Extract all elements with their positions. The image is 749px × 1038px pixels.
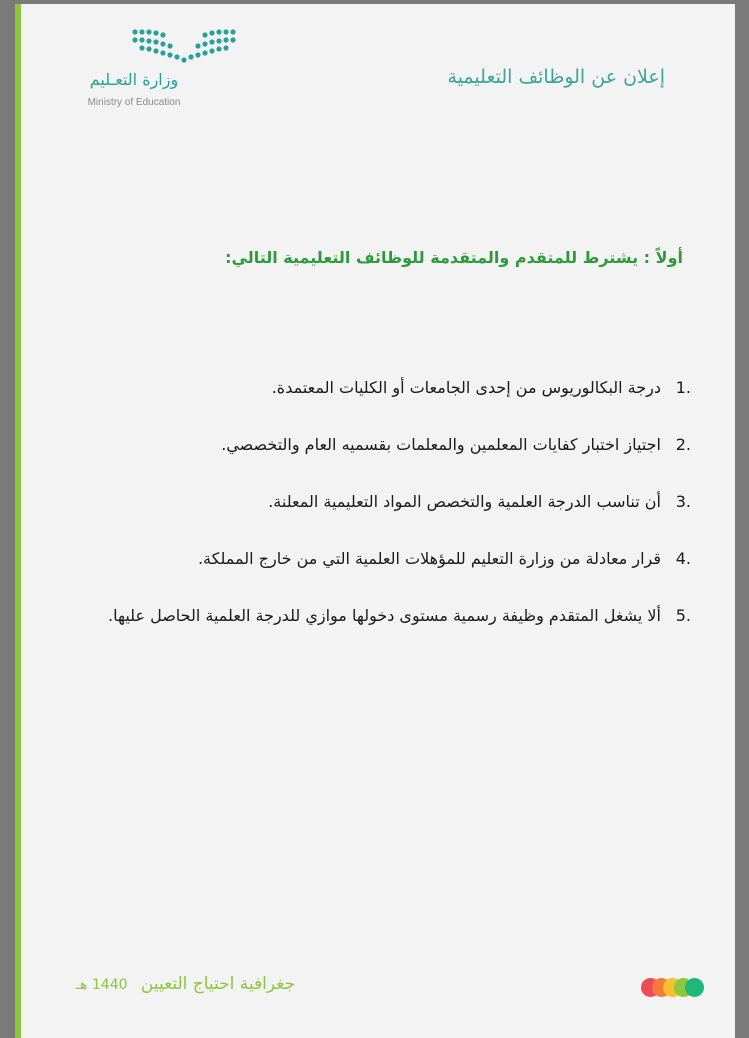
requirements-list (91, 359, 691, 644)
list-item (91, 359, 691, 416)
footer-title: جغرافية احتياج التعيين (140, 974, 295, 994)
list-item-number: 5. (675, 606, 691, 625)
footer-year: 1440 هـ (75, 977, 128, 993)
footer-color-dots (641, 978, 711, 998)
logo-arabic-text: وزارة التعـليم (89, 70, 179, 89)
list-item-number: 2. (675, 435, 691, 454)
footer-caption (76, 974, 295, 994)
list-item-text: أن تناسب الدرجة العلمية والتخصص المواد التعليمية المعلنة. (268, 492, 661, 511)
list-item-text: اجتياز اختبار كفايات المعلمين والمعلمات بقسميه العام والتخصصي. (221, 435, 661, 454)
color-dot (685, 978, 704, 997)
list-item (91, 530, 691, 587)
section-heading: أولاً : يشترط للمتقدم والمتقدمة للوظائف التعليمية التالي: (225, 248, 683, 267)
list-item-number: 4. (675, 549, 691, 568)
list-item-text: قرار معادلة من وزارة التعليم للمؤهلات العلمية التي من خارج المملكة. (197, 549, 661, 568)
list-item-number: 3. (675, 492, 691, 511)
list-item (91, 416, 691, 473)
ministry-logo-icon (129, 26, 239, 66)
list-item (91, 473, 691, 530)
document-page (15, 4, 735, 1038)
list-item (91, 587, 691, 644)
page-title: إعلان عن الوظائف التعليمية (447, 66, 665, 88)
ministry-logo (79, 24, 199, 114)
list-item-text: درجة البكالوريوس من إحدى الجامعات أو الكليات المعتمدة. (271, 378, 661, 397)
list-item-text: ألا يشغل المتقدم وظيفة رسمية مستوى دخولها موازي للدرجة العلمية الحاصل عليها. (107, 606, 661, 625)
list-item-number: 1. (675, 378, 691, 397)
logo-english-text: Ministry of Education (87, 97, 181, 108)
